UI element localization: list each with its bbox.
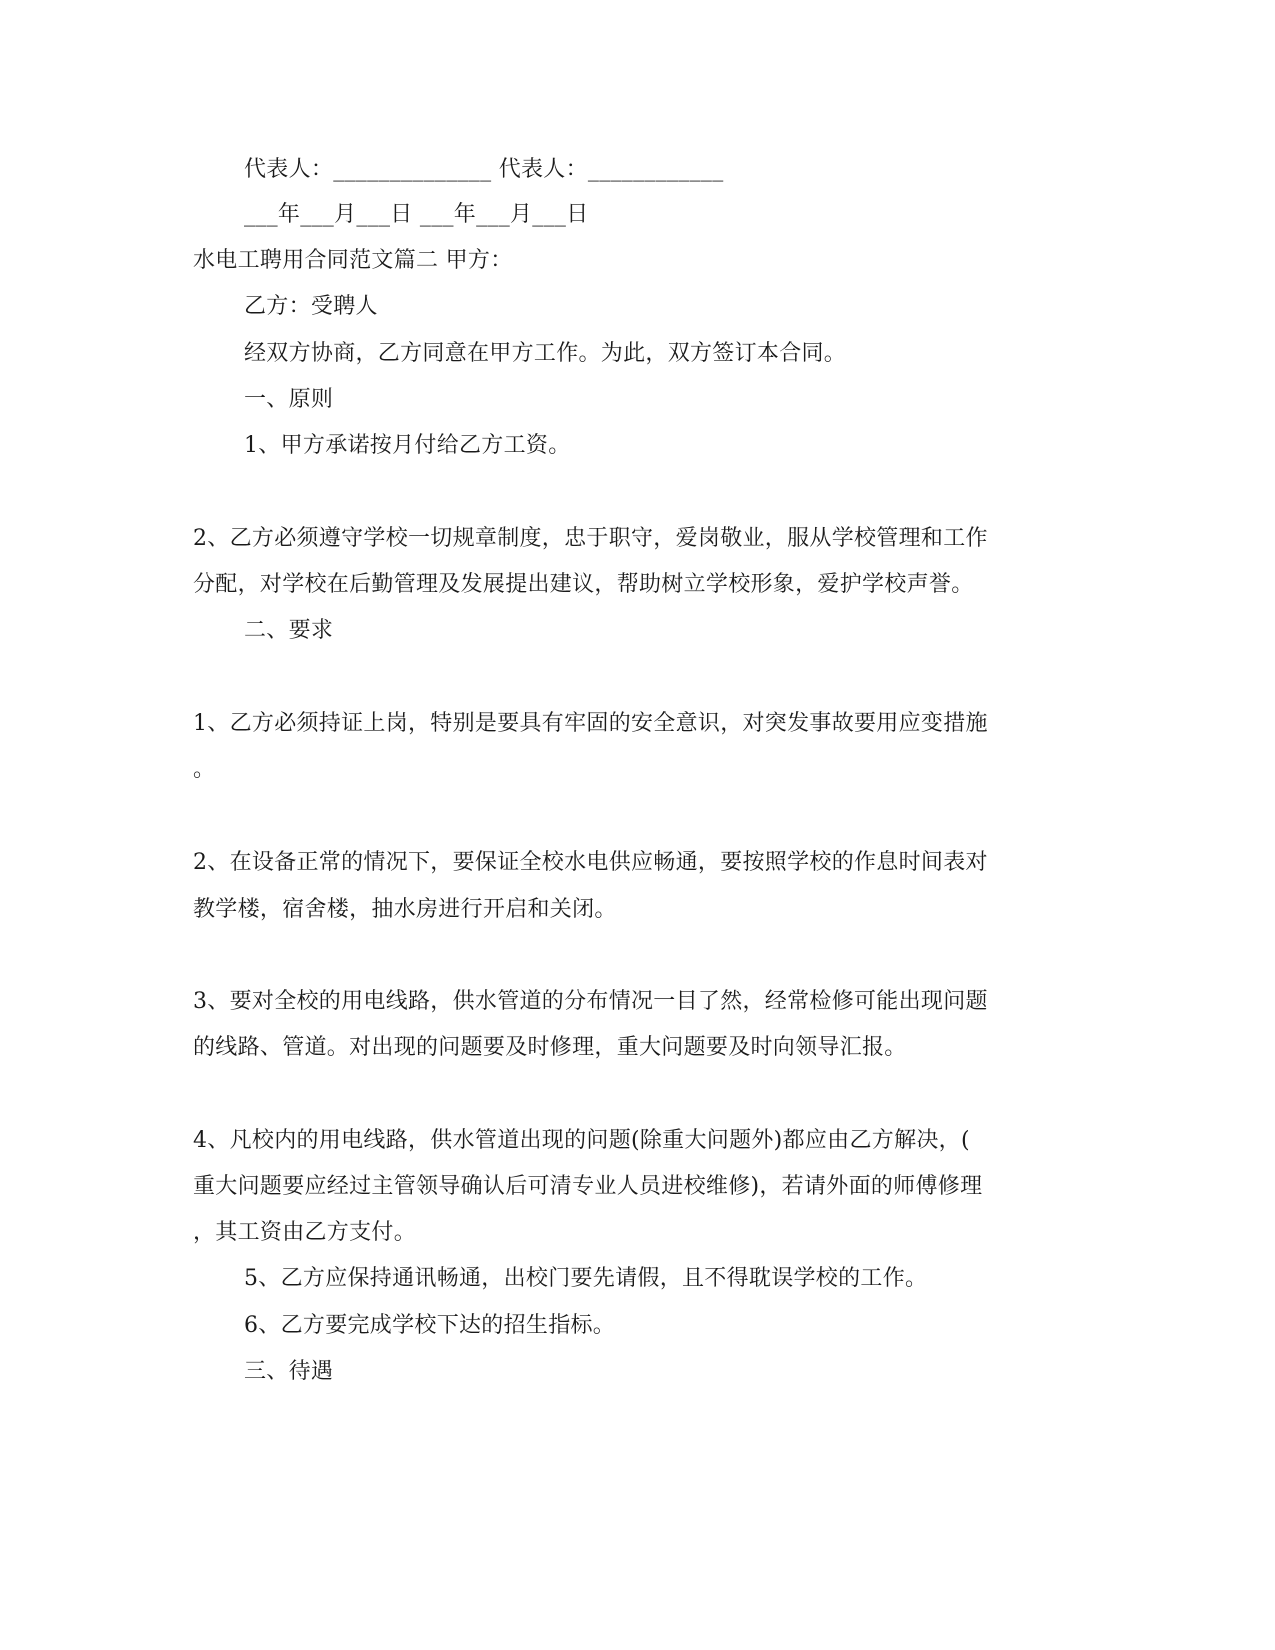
party-b-line: 乙方：受聘人: [244, 294, 378, 319]
requirement-4-line-3: ，其工资由乙方支付。: [193, 1220, 417, 1245]
section-title-line: 水电工聘用合同范文篇二 甲方：: [193, 248, 513, 273]
heading-principles: 一、原则: [244, 387, 334, 412]
requirement-2-line-1: 2、在设备正常的情况下，要保证全校水电供应畅通，要按照学校的作息时间表对: [193, 850, 988, 875]
requirement-3-line-2: 的线路、管道。对出现的问题要及时修理，重大问题要及时向领导汇报。: [193, 1035, 907, 1060]
heading-benefits: 三、待遇: [244, 1359, 334, 1384]
intro-paragraph: 经双方协商，乙方同意在甲方工作。为此，双方签订本合同。: [244, 341, 847, 366]
principle-1: 1、甲方承诺按月付给乙方工资。: [244, 433, 571, 458]
requirement-4-line-1: 4、凡校内的用电线路，供水管道出现的问题(除重大问题外)都应由乙方解决，(: [193, 1128, 970, 1153]
requirement-5: 5、乙方应保持通讯畅通，出校门要先请假，且不得耽误学校的工作。: [244, 1266, 928, 1291]
principle-2-line-2: 分配，对学校在后勤管理及发展提出建议，帮助树立学校形象，爱护学校声誉。: [193, 572, 974, 597]
requirement-3-line-1: 3、要对全校的用电线路，供水管道的分布情况一目了然，经常检修可能出现问题: [193, 989, 988, 1014]
requirement-1-line-1: 1、乙方必须持证上岗，特别是要具有牢固的安全意识，对突发事故要用应变措施: [193, 711, 988, 736]
requirement-6: 6、乙方要完成学校下达的招生指标。: [244, 1313, 616, 1338]
requirement-4-line-2: 重大问题要应经过主管领导确认后可清专业人员进校维修)，若请外面的师傅修理: [193, 1174, 983, 1199]
requirement-2-line-2: 教学楼，宿舍楼，抽水房进行开启和关闭。: [193, 897, 617, 922]
heading-requirements: 二、要求: [244, 618, 334, 643]
requirement-1-line-2: 。: [193, 757, 216, 782]
signature-representative-line: 代表人：______________ 代表人：____________: [244, 157, 724, 182]
signature-date-line: ___年___月___日 ___年___月___日: [244, 202, 589, 227]
principle-2-line-1: 2、乙方必须遵守学校一切规章制度，忠于职守，爱岗敬业，服从学校管理和工作: [193, 526, 988, 551]
